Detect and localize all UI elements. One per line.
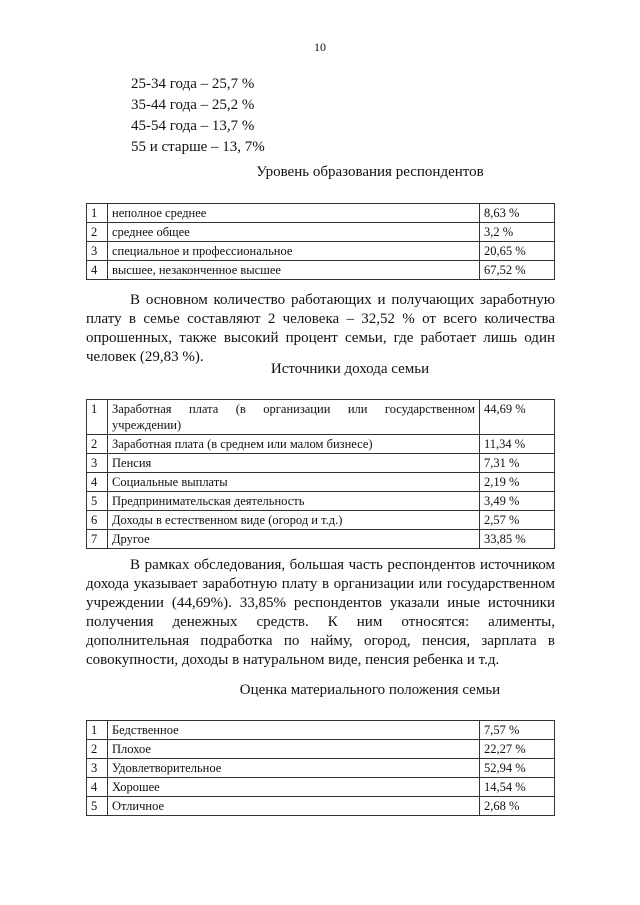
row-number: 3 — [87, 759, 108, 778]
paragraph-income-sources — [86, 556, 555, 670]
income-table — [86, 399, 555, 549]
table-row — [87, 454, 555, 473]
row-label: Социальные выплаты — [108, 473, 480, 492]
table-row — [87, 242, 555, 261]
table-row — [87, 797, 555, 816]
table-row — [87, 759, 555, 778]
row-number: 6 — [87, 511, 108, 530]
table-row — [87, 435, 555, 454]
education-title: Уровень образования респондентов — [256, 164, 484, 180]
row-number: 2 — [87, 223, 108, 242]
table-row — [87, 400, 555, 435]
row-number: 4 — [87, 778, 108, 797]
material-title: Оценка материального положения семьи — [239, 682, 501, 698]
row-label: Доходы в естественном виде (огород и т.д.) — [108, 511, 480, 530]
table-row — [87, 492, 555, 511]
row-number: 1 — [87, 204, 108, 223]
row-label: Плохое — [108, 740, 480, 759]
table-row — [87, 721, 555, 740]
table-row — [87, 511, 555, 530]
row-label: высшее, незаконченное высшее — [108, 261, 480, 280]
row-label: Другое — [108, 530, 480, 549]
row-value: 52,94 % — [480, 759, 555, 778]
table-row — [87, 261, 555, 280]
row-number: 2 — [87, 435, 108, 454]
age-group-item: 55 и старше – 13, 7% — [131, 139, 265, 155]
row-value: 67,52 % — [480, 261, 555, 280]
paragraph-text: В рамках обследования, большая часть респондентов источником дохода указывает заработную плату в организации или государственном учреждении (44,69%). 33,85% респондентов указали иные источники получения денежных средств. К ним относятся: алименты, дополнительная подработка по найму, огород, пенсия, зарплата в совокупности, доходы в натуральном виде, пенсия ребенка и т.д. — [86, 557, 555, 668]
paragraph-employment — [86, 291, 555, 367]
row-label: неполное среднее — [108, 204, 480, 223]
age-group-item: 25-34 года – 25,7 % — [131, 76, 255, 92]
row-label: Удовлетворительное — [108, 759, 480, 778]
row-value: 8,63 % — [480, 204, 555, 223]
row-number: 5 — [87, 492, 108, 511]
row-value: 7,31 % — [480, 454, 555, 473]
education-table — [86, 203, 555, 280]
row-number: 5 — [87, 797, 108, 816]
row-number: 3 — [87, 242, 108, 261]
row-value: 2,68 % — [480, 797, 555, 816]
row-label: Пенсия — [108, 454, 480, 473]
row-label: Бедственное — [108, 721, 480, 740]
row-value: 20,65 % — [480, 242, 555, 261]
row-label: Хорошее — [108, 778, 480, 797]
row-label: среднее общее — [108, 223, 480, 242]
row-number: 4 — [87, 261, 108, 280]
table-row — [87, 223, 555, 242]
page-number: 10 — [314, 40, 326, 54]
table-row — [87, 530, 555, 549]
row-value: 7,57 % — [480, 721, 555, 740]
row-number: 1 — [87, 721, 108, 740]
row-value: 22,27 % — [480, 740, 555, 759]
row-number: 2 — [87, 740, 108, 759]
row-number: 7 — [87, 530, 108, 549]
row-label: Отличное — [108, 797, 480, 816]
row-number: 3 — [87, 454, 108, 473]
row-value: 3,2 % — [480, 223, 555, 242]
income-title: Источники дохода семьи — [270, 361, 430, 377]
row-value: 14,54 % — [480, 778, 555, 797]
age-group-item: 35-44 года – 25,2 % — [131, 97, 255, 113]
row-label: Заработная плата (в организации или государственном учреждении) — [108, 400, 480, 435]
table-row — [87, 778, 555, 797]
material-table — [86, 720, 555, 816]
table-row — [87, 473, 555, 492]
row-number: 4 — [87, 473, 108, 492]
age-group-list — [131, 74, 265, 158]
table-row — [87, 740, 555, 759]
row-value: 2,19 % — [480, 473, 555, 492]
row-value: 2,57 % — [480, 511, 555, 530]
row-label: специальное и профессиональное — [108, 242, 480, 261]
age-group-item: 45-54 года – 13,7 % — [131, 118, 255, 134]
paragraph-text: В основном количество работающих и получающих заработную плату в семье составляют 2 человека – 32,52 % от всего количества опрошенных, также высокий процент семьи, где работает лишь один человек (29,83 %). — [86, 292, 555, 365]
row-label: Предпринимательская деятельность — [108, 492, 480, 511]
table-row — [87, 204, 555, 223]
row-value: 33,85 % — [480, 530, 555, 549]
row-value: 44,69 % — [480, 400, 555, 435]
row-number: 1 — [87, 400, 108, 435]
row-value: 11,34 % — [480, 435, 555, 454]
row-label: Заработная плата (в среднем или малом бизнесе) — [108, 435, 480, 454]
row-value: 3,49 % — [480, 492, 555, 511]
